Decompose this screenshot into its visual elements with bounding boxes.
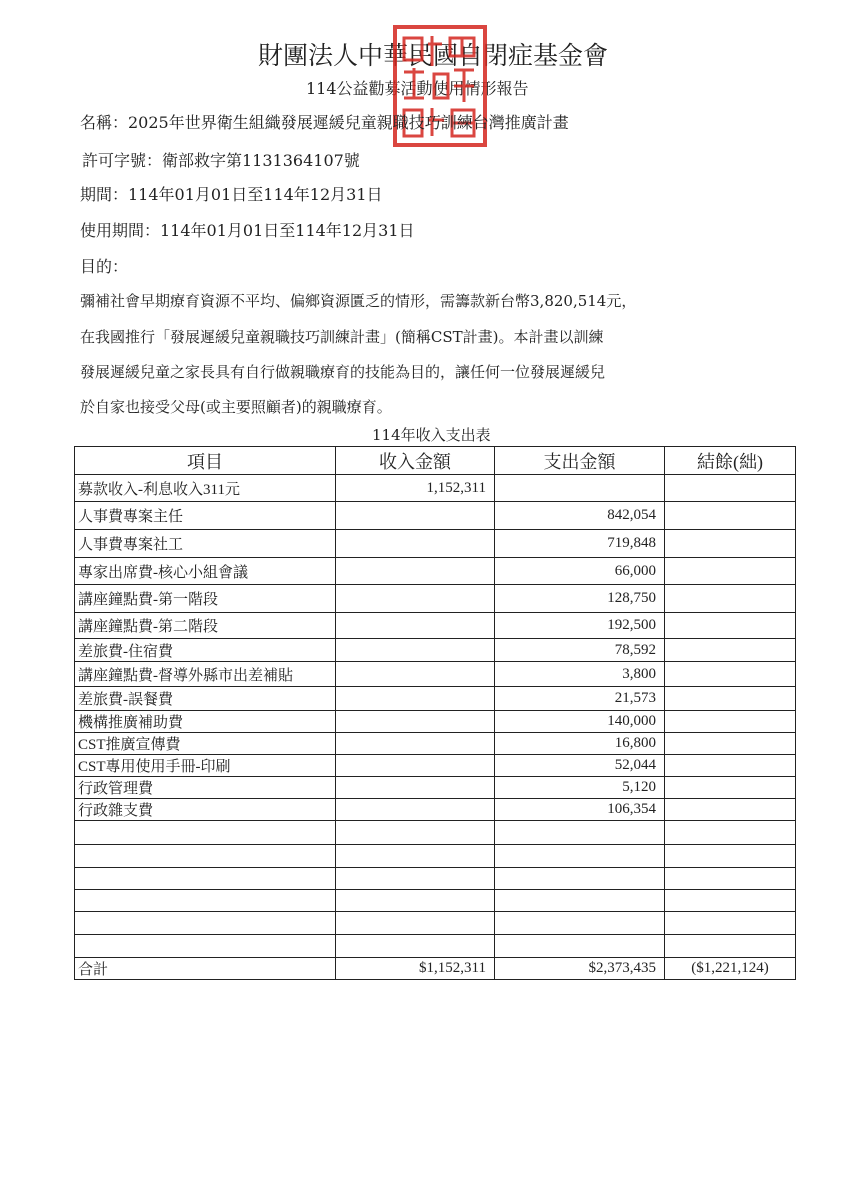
cell-income: 1,152,311: [336, 475, 495, 502]
table-row: [75, 890, 796, 912]
table-header-row: [75, 447, 796, 475]
cell-balance: [665, 687, 796, 711]
cell-item: CST專用使用手冊-印刷: [75, 755, 336, 777]
cell-balance: [665, 502, 796, 530]
cell-item: CST推廣宣傳費: [75, 733, 336, 755]
table-row: [75, 821, 796, 845]
cell-expense: [495, 821, 665, 845]
cell-item: 講座鐘點費-第一階段: [75, 585, 336, 613]
cell-income: [336, 530, 495, 558]
cell-item: 差旅費-誤餐費: [75, 687, 336, 711]
purpose-line: 彌補社會早期療育資源不平均、偏鄉資源匱乏的情形，需籌款新台幣3,820,514元，: [80, 292, 637, 310]
cell-income: [336, 868, 495, 890]
cell-expense: [495, 935, 665, 958]
cell-balance: [665, 613, 796, 639]
cell-income: [336, 687, 495, 711]
cell-expense: 5,120: [495, 777, 665, 799]
cell-income: [336, 912, 495, 935]
cell-balance: [665, 755, 796, 777]
cell-balance: [665, 530, 796, 558]
cell-expense: [495, 845, 665, 868]
table-title: 114年收入支出表: [372, 426, 491, 444]
cell-balance: [665, 558, 796, 585]
cell-income: [336, 890, 495, 912]
cell-balance: [665, 475, 796, 502]
cell-income: [336, 755, 495, 777]
purpose-label: 目的：: [80, 257, 129, 276]
cell-item: 機構推廣補助費: [75, 711, 336, 733]
cell-item: [75, 935, 336, 958]
column-header-income: 收入金額: [336, 447, 495, 475]
cell-balance: [665, 639, 796, 662]
cell-expense: 52,044: [495, 755, 665, 777]
table-row: [75, 935, 796, 958]
cell-expense: 128,750: [495, 585, 665, 613]
cell-expense: 140,000: [495, 711, 665, 733]
cell-balance: [665, 711, 796, 733]
table-row: [75, 639, 796, 662]
table-row: [75, 585, 796, 613]
cell-income: [336, 845, 495, 868]
project-name: 名稱：2025年世界衛生組織發展遲緩兒童親職技巧訓練台灣推廣計畫: [80, 113, 569, 132]
table-row: [75, 755, 796, 777]
report-subtitle: 114公益勸募活動使用情形報告: [306, 79, 529, 98]
organization-title: 財團法人中華民國自閉症基金會: [258, 41, 609, 70]
cell-balance: [665, 733, 796, 755]
cell-balance: [665, 868, 796, 890]
cell-expense: 16,800: [495, 733, 665, 755]
cell-income: [336, 662, 495, 687]
table-row: [75, 711, 796, 733]
cell-balance: [665, 935, 796, 958]
cell-expense: [495, 890, 665, 912]
table-row: [75, 558, 796, 585]
cell-income: [336, 821, 495, 845]
table-row: [75, 613, 796, 639]
cell-item: 差旅費-住宿費: [75, 639, 336, 662]
cell-income: [336, 639, 495, 662]
table-row: [75, 502, 796, 530]
column-header-expense: 支出金額: [495, 447, 665, 475]
total-balance: ($1,221,124): [665, 958, 796, 980]
cell-expense: 106,354: [495, 799, 665, 821]
cell-expense: 78,592: [495, 639, 665, 662]
cell-expense: 21,573: [495, 687, 665, 711]
cell-balance: [665, 890, 796, 912]
cell-income: [336, 799, 495, 821]
cell-item: 募款收入-利息收入311元: [75, 475, 336, 502]
table-row: [75, 912, 796, 935]
cell-expense: [495, 475, 665, 502]
cell-item: 講座鐘點費-督導外縣市出差補貼: [75, 662, 336, 687]
purpose-line: 發展遲緩兒童之家長具有自行做親職療育的技能為目的，讓任何一位發展遲緩兒: [80, 363, 606, 381]
cell-balance: [665, 912, 796, 935]
cell-balance: [665, 821, 796, 845]
table-row: [75, 845, 796, 868]
cell-balance: [665, 585, 796, 613]
cell-item: [75, 821, 336, 845]
usage-period: 使用期間：114年01月01日至114年12月31日: [80, 221, 415, 240]
cell-item: 講座鐘點費-第二階段: [75, 613, 336, 639]
income-expense-table: [74, 446, 796, 980]
table-row: [75, 530, 796, 558]
cell-item: 行政雜支費: [75, 799, 336, 821]
cell-balance: [665, 799, 796, 821]
cell-income: [336, 558, 495, 585]
cell-item: 人事費專案主任: [75, 502, 336, 530]
cell-item: 專家出席費-核心小組會議: [75, 558, 336, 585]
cell-income: [336, 935, 495, 958]
permit-number: 許可字號：衛部救字第1131364107號: [82, 151, 360, 170]
column-header-balance: 結餘(絀): [665, 447, 796, 475]
table-row: [75, 799, 796, 821]
table-row: [75, 777, 796, 799]
cell-income: [336, 711, 495, 733]
cell-balance: [665, 777, 796, 799]
total-income: $1,152,311: [336, 958, 495, 980]
cell-income: [336, 613, 495, 639]
cell-expense: [495, 912, 665, 935]
cell-expense: 842,054: [495, 502, 665, 530]
table-row: [75, 662, 796, 687]
cell-item: [75, 868, 336, 890]
cell-balance: [665, 845, 796, 868]
total-item: 合計: [75, 958, 336, 980]
table-row: [75, 733, 796, 755]
cell-expense: 3,800: [495, 662, 665, 687]
cell-item: [75, 890, 336, 912]
purpose-line: 在我國推行「發展遲緩兒童親職技巧訓練計畫」(簡稱CST計畫)。本計畫以訓練: [80, 328, 604, 346]
cell-item: [75, 912, 336, 935]
cell-income: [336, 777, 495, 799]
total-expense: $2,373,435: [495, 958, 665, 980]
cell-balance: [665, 662, 796, 687]
cell-item: 人事費專案社工: [75, 530, 336, 558]
cell-item: [75, 845, 336, 868]
column-header-item: 項目: [75, 447, 336, 475]
cell-income: [336, 733, 495, 755]
table-row: [75, 687, 796, 711]
cell-expense: 66,000: [495, 558, 665, 585]
cell-expense: [495, 868, 665, 890]
cell-expense: 719,848: [495, 530, 665, 558]
total-row: [75, 958, 796, 980]
cell-income: [336, 502, 495, 530]
cell-item: 行政管理費: [75, 777, 336, 799]
table-row: [75, 475, 796, 502]
cell-expense: 192,500: [495, 613, 665, 639]
cell-income: [336, 585, 495, 613]
period: 期間：114年01月01日至114年12月31日: [80, 185, 383, 204]
table-row: [75, 868, 796, 890]
purpose-line: 於自家也接受父母(或主要照顧者)的親職療育。: [80, 398, 392, 416]
